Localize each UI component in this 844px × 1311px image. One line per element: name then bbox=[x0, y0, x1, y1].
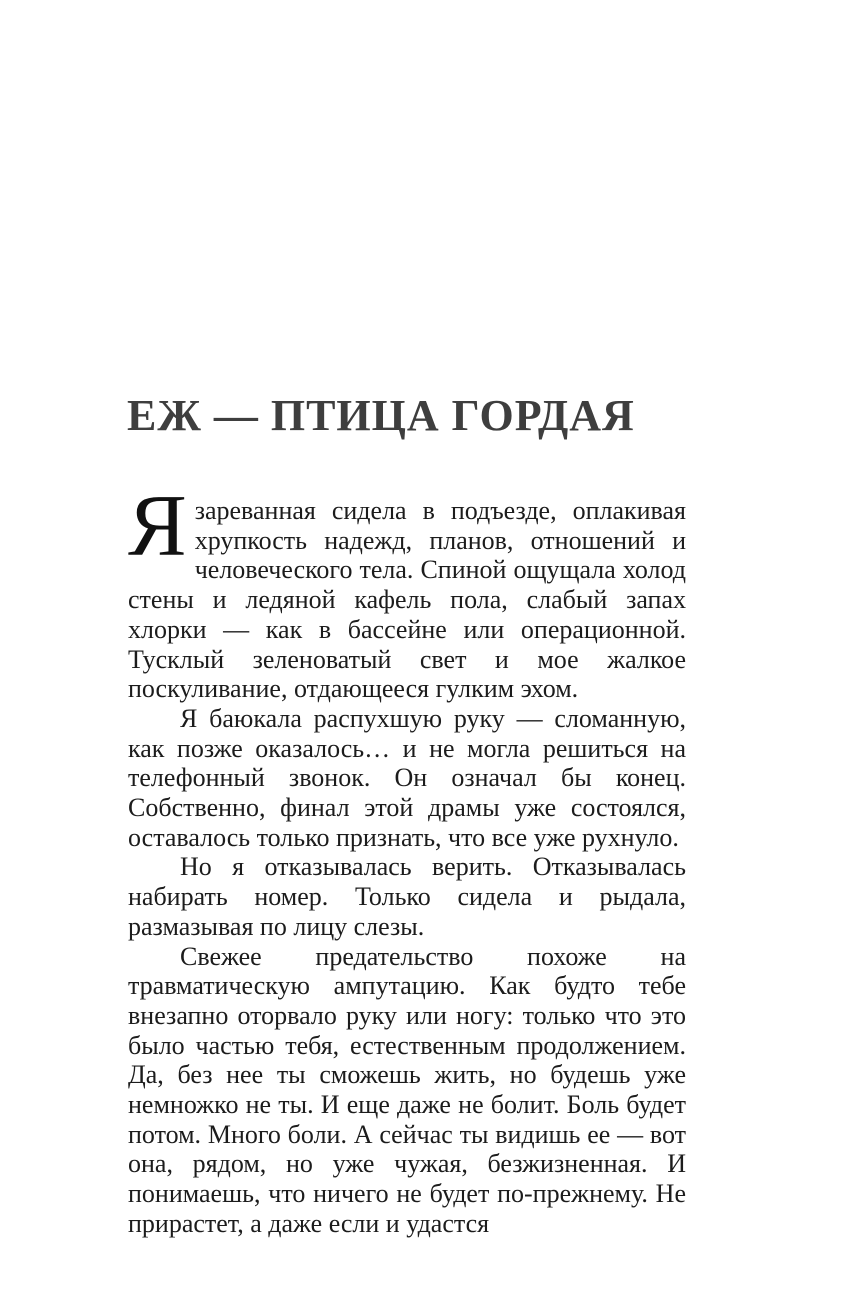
paragraph-1 bbox=[128, 478, 686, 704]
paragraph-4: Свежее предательство похоже на травматическую ампутацию. Как будто тебе внезапно оторвало руку или ногу: только что это было частью тебя, естественным продолжением. Да, без нее ты сможешь жить, но будешь уже немножко не ты. И еще даже не болит. Боль будет потом. Много боли. А сейчас ты видишь ее — вот она, рядом, но уже чужая, безжизненная. И понимаешь, что ничего не будет по-прежнему. Не прирастет, а даже если и удастся bbox=[128, 941, 686, 1238]
paragraph-1-text: зареванная сидела в подъезде, оплакивая хрупкость надежд, планов, отношений и человеческого тела. Спиной ощущала холод стены и ледяной кафель пола, слабый запах хлорки — как в бассейне или операционной. Тусклый зеленоватый свет и мое жалкое поскуливание, отдающееся гулким эхом. bbox=[128, 496, 686, 704]
paragraph-3: Но я отказывалась верить. Отказывалась набирать номер. Только сидела и рыдала, размазывая по лицу слезы. bbox=[128, 852, 686, 941]
drop-cap: Я bbox=[128, 478, 187, 575]
chapter-title: ЕЖ — ПТИЦА ГОРДАЯ bbox=[127, 391, 635, 440]
chapter-body bbox=[128, 478, 686, 1239]
paragraph-2: Я баюкала распухшую руку — сломанную, как позже оказалось… и не могла решиться на телефонный звонок. Он означал бы конец. Собственно, финал этой драмы уже состоялся, оставалось только признать, что все уже рухнуло. bbox=[128, 703, 686, 852]
